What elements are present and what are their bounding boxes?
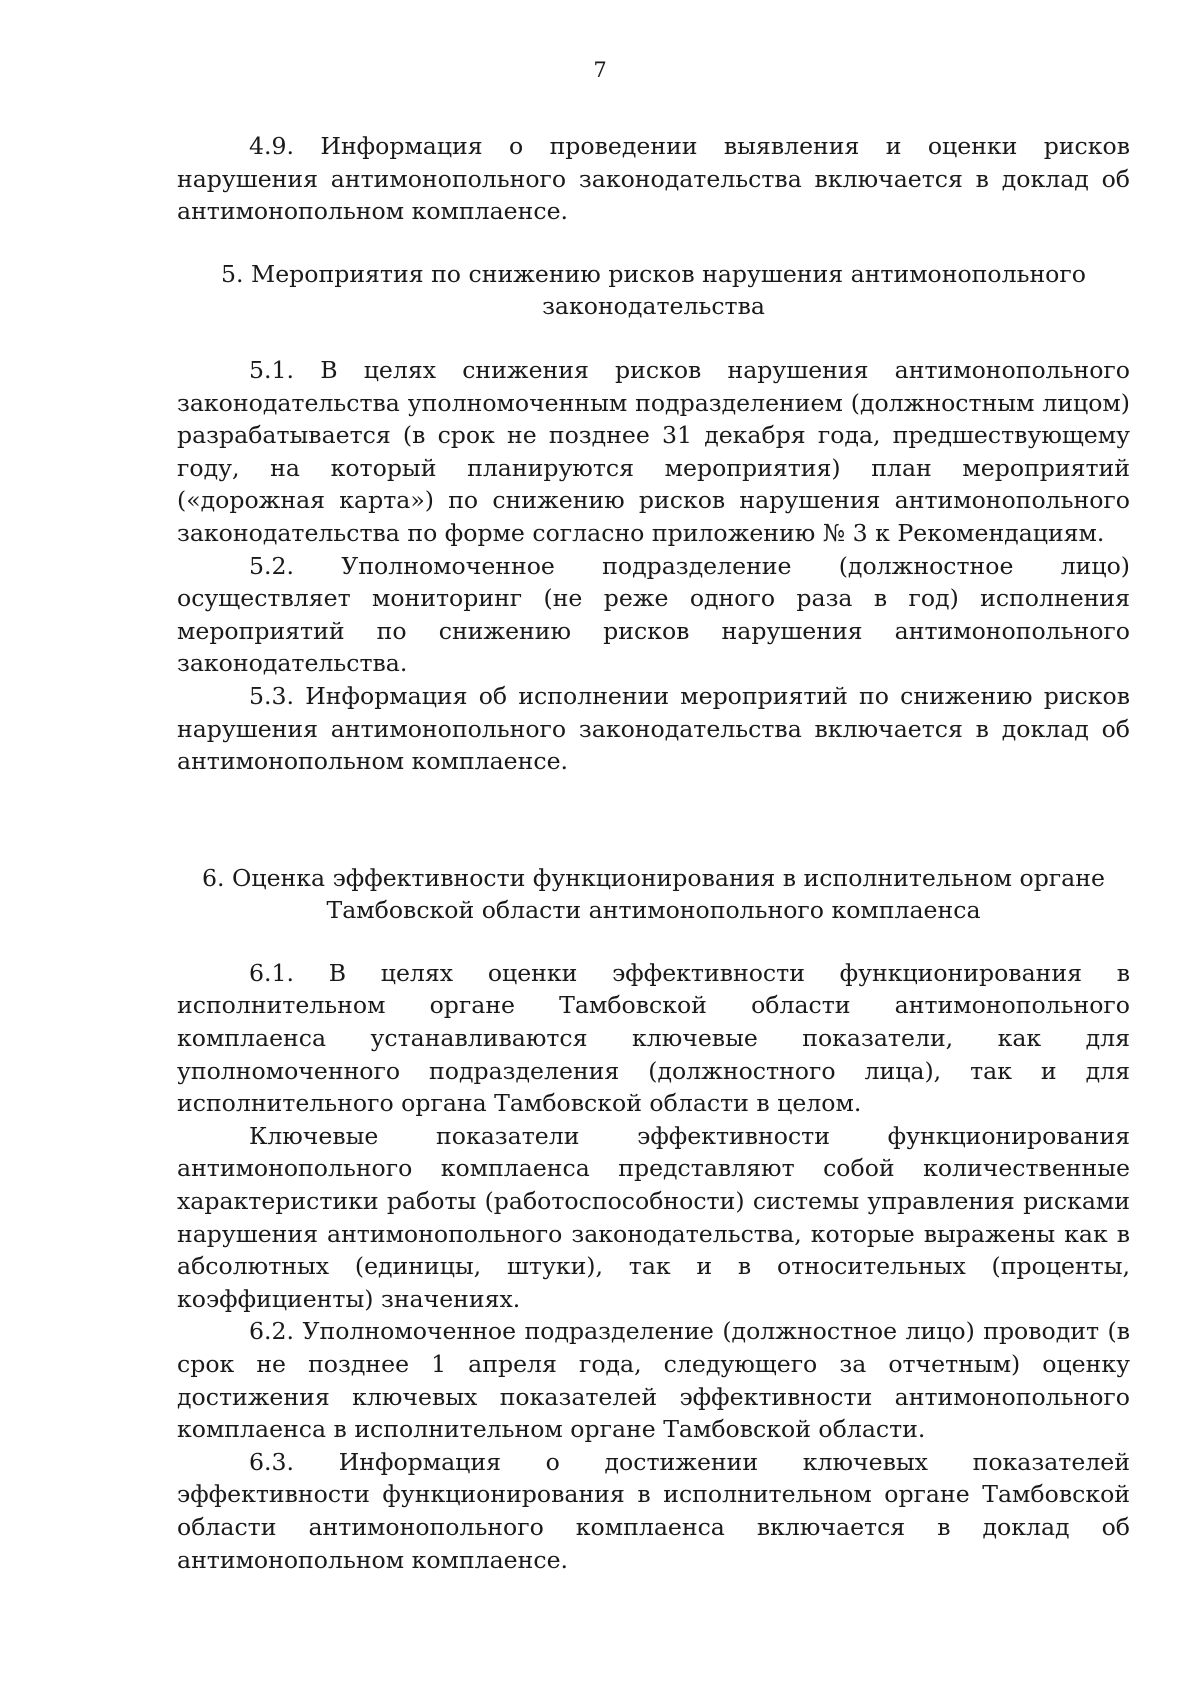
page-number: 7 xyxy=(593,58,607,82)
paragraph-4-9: 4.9. Информация о проведении выявления и оценки рисков нарушения антимонопольного законодательства включается в доклад об антимонопольном комплаенсе. xyxy=(177,132,1130,226)
paragraph-6-3: 6.3. Информация о достижении ключевых показателей эффективности функционирования в исполнительном органе Тамбовской области антимонопольного комплаенса включается в доклад об антимонопольном комплаенсе. xyxy=(177,1447,1130,1574)
section-heading-6: 6. Оценка эффективности функционирования в исполнительном органе Тамбовской области антимонопольного комплаенса xyxy=(202,863,1105,925)
paragraph-5-2: 5.2. Уполномоченное подразделение (должностное лицо) осуществляет мониторинг (не реже одного раза в год) исполнения мероприятий по снижению рисков нарушения антимонопольного законодательства. xyxy=(177,551,1130,678)
paragraph-6-1-key-indicators: Ключевые показатели эффективности функционирования антимонопольного комплаенса представляют собой количественные характеристики работы (работоспособности) системы управления рисками нарушения антимонопольного законодательства, которые выражены как в абсолютных (единицы, штуки), так и в относительных (проценты, коэффициенты) значениях. xyxy=(177,1121,1130,1313)
paragraph-5-3: 5.3. Информация об исполнении мероприятий по снижению рисков нарушения антимонопольного законодательства включается в доклад об антимонопольном комплаенсе. xyxy=(177,681,1130,776)
document-body xyxy=(177,130,1130,1576)
paragraph-6-1: 6.1. В целях оценки эффективности функционирования в исполнительном органе Тамбовской области антимонопольного комплаенса устанавливаются ключевые показатели, как для уполномоченного подразделения (должностного лица), так и для исполнительного органа Тамбовской области в целом. xyxy=(177,958,1130,1118)
paragraph-6-2: 6.2. Уполномоченное подразделение (должностное лицо) проводит (в срок не позднее 1 апреля года, следующего за отчетным) оценку достижения ключевых показателей эффективности антимонопольного комплаенса в исполнительном органе Тамбовской области. xyxy=(177,1317,1130,1444)
section-heading-5: 5. Мероприятия по снижению рисков нарушения антимонопольного законодательства xyxy=(221,259,1086,321)
paragraph-5-1: 5.1. В целях снижения рисков нарушения антимонопольного законодательства уполномоченным подразделением (должностным лицом) разрабатывается (в срок не позднее 31 декабря года, предшествующему году, на который планируются мероприятия) план мероприятий («дорожная карта») по снижению рисков нарушения антимонопольного законодательства по форме согласно приложению № 3 к Рекомендациям. xyxy=(177,355,1130,547)
